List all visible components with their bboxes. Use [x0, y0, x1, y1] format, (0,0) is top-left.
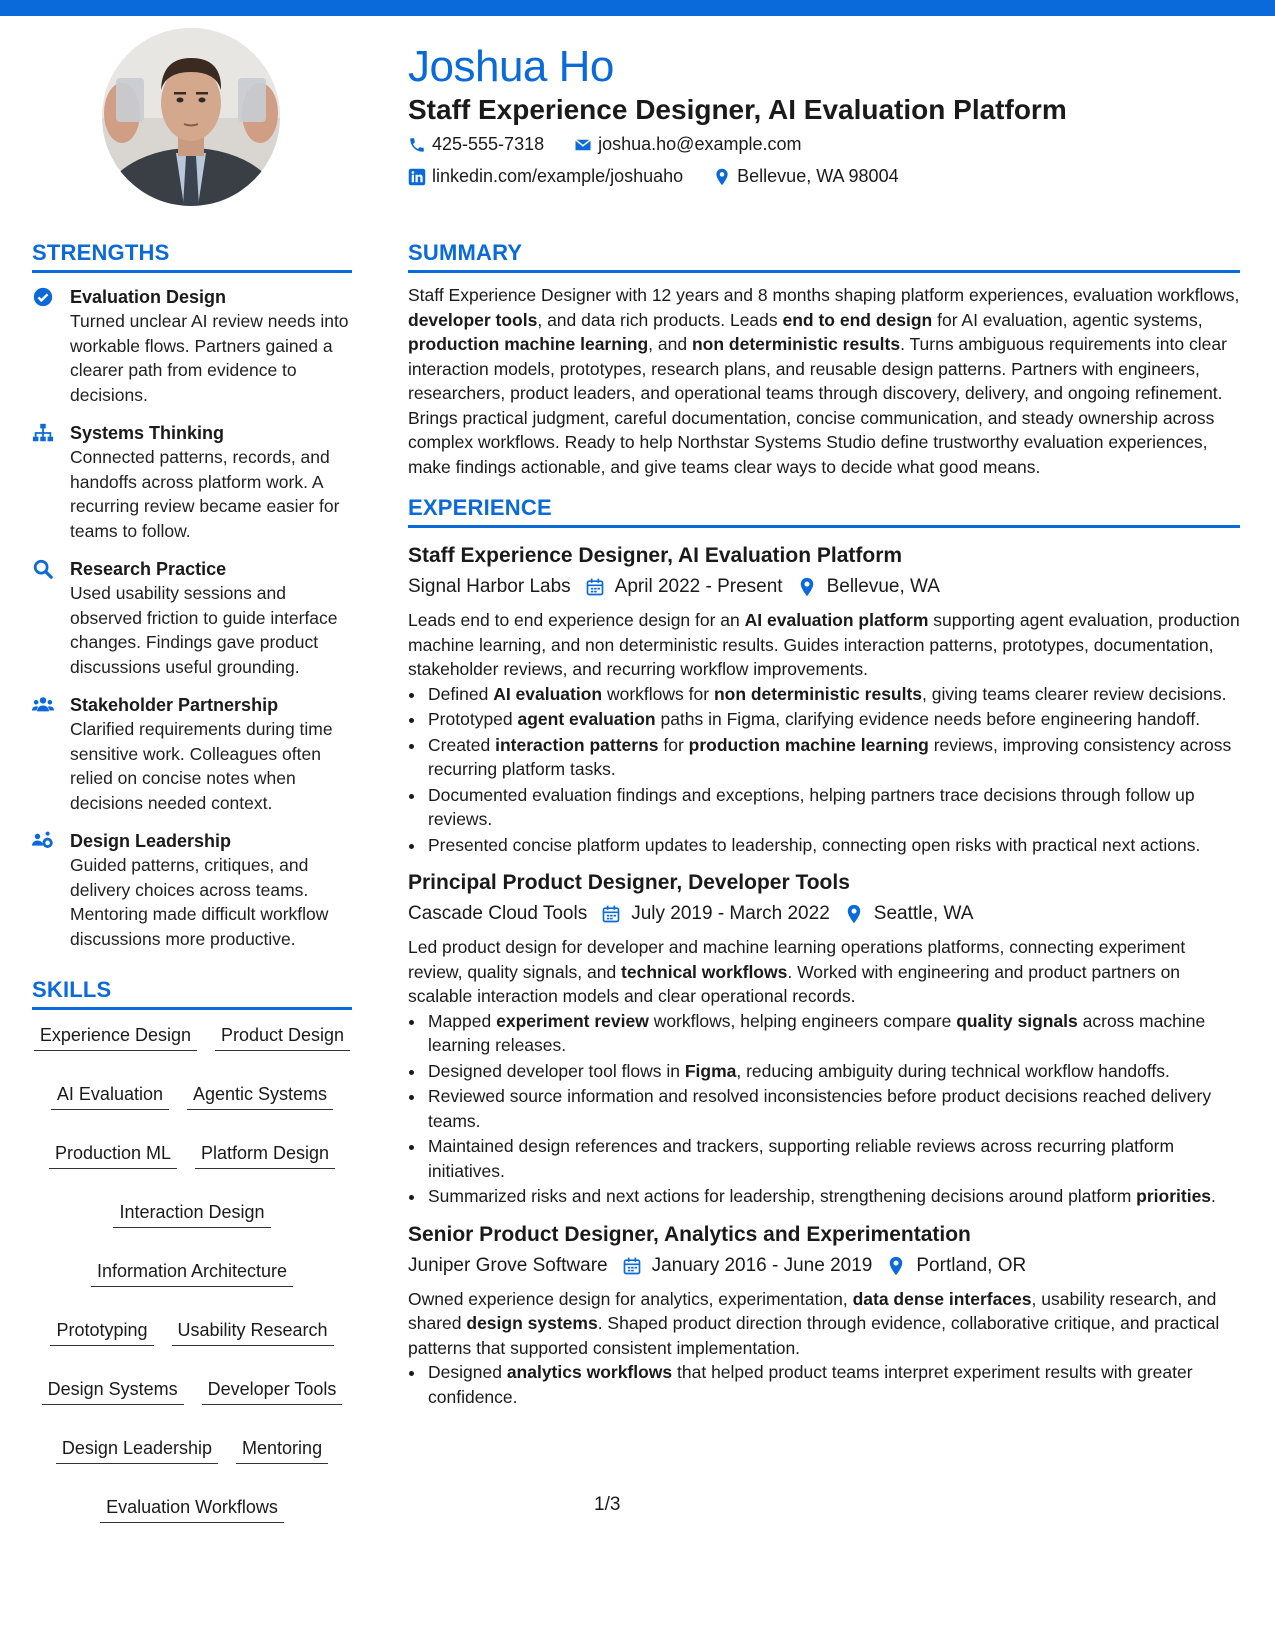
- bullet-segment: Documented evaluation findings and exceptions, helping partners trace decisions through follow up reviews.: [428, 784, 1195, 829]
- strength-item: [32, 285, 352, 407]
- strength-item: [32, 557, 352, 679]
- job-title: Principal Product Designer, Developer Tools: [408, 871, 850, 894]
- job-description-segment: design systems: [466, 1313, 598, 1333]
- skill-tag: Prototyping: [50, 1319, 153, 1346]
- bullet-item: [426, 1360, 1240, 1409]
- job-entry: [408, 1221, 1240, 1410]
- bullet-segment: Mapped: [428, 1010, 497, 1031]
- bullet-segment: .: [1211, 1186, 1216, 1206]
- job-title: Senior Product Designer, Analytics and Experimentation: [408, 1222, 971, 1246]
- sitemap-icon: [32, 422, 54, 444]
- summary-text: [408, 283, 1240, 479]
- summary-text-segment: production machine learning: [408, 334, 649, 354]
- job-description-segment: Leads end to end experience design for an: [408, 610, 745, 630]
- bullet-segment: interaction patterns: [495, 734, 659, 755]
- bullet-segment: AI evaluation: [493, 683, 603, 704]
- job-dates: April 2022 - Present: [614, 576, 783, 597]
- skill-tag: Production ML: [49, 1142, 177, 1169]
- job-description-segment: , usability research, and shared: [408, 1288, 1217, 1333]
- bullet-segment: Presented concise platform updates to leadership, connecting open risks with practical next actions.: [428, 834, 1201, 855]
- skill-tag: Design Systems: [42, 1378, 184, 1405]
- bullet-item: [426, 682, 1240, 707]
- bullet-item: [426, 707, 1240, 732]
- job-description-segment: Owned experience design for analytics, experimentation,: [408, 1288, 853, 1309]
- skill-tag: Agentic Systems: [187, 1083, 333, 1110]
- skills-list: [32, 1024, 352, 1523]
- strength-item: [32, 829, 352, 951]
- skill-tag: Evaluation Workflows: [100, 1496, 284, 1523]
- map-pin-icon: [844, 904, 864, 924]
- map-pin-icon: [797, 577, 817, 597]
- strength-body: Connected patterns, records, and handoffs across platform work. A recurring review became easier for teams to follow.: [70, 447, 340, 541]
- job-company: Cascade Cloud Tools: [408, 903, 588, 924]
- job-title: Staff Experience Designer, AI Evaluation Platform: [408, 544, 903, 567]
- strength-title: Systems Thinking: [70, 423, 225, 443]
- contact-row-2: [408, 166, 899, 187]
- job-meta: [408, 1251, 1240, 1281]
- job-description-segment: data dense interfaces: [852, 1288, 1032, 1309]
- strength-item: [32, 693, 352, 815]
- candidate-title: Staff Experience Designer, AI Evaluation Platform: [408, 94, 1067, 125]
- strength-title: Research Practice: [70, 559, 227, 579]
- bullet-item: [426, 833, 1240, 858]
- bullet-segment: , reducing ambiguity during technical workflow handoffs.: [736, 1060, 1170, 1081]
- job-description-segment: supporting agent evaluation, production machine learning, and non deterministic results. Guides interaction patterns, prototypes, documentation, stakeholder reviews, and recurring workflow improvements.: [408, 610, 1240, 679]
- bullet-item: [426, 1059, 1240, 1084]
- job-company: Juniper Grove Software: [408, 1254, 608, 1276]
- job-entry: [408, 869, 1240, 1209]
- bullet-segment: Designed: [428, 1362, 507, 1382]
- summary-text-segment: end to end design: [782, 309, 933, 330]
- phone-icon: [408, 136, 426, 154]
- job-description: [408, 608, 1240, 682]
- job-description-segment: . Worked with engineering and product partners on scalable interaction models and clear operational records.: [408, 961, 1181, 1006]
- summary-heading: SUMMARY: [408, 240, 1240, 273]
- bullet-item: [426, 733, 1240, 782]
- summary-text-segment: non deterministic results: [691, 334, 901, 354]
- strength-body: Guided patterns, critiques, and delivery choices across teams. Mentoring made difficult workflow discussions more productive.: [70, 855, 329, 949]
- map-pin-icon: [713, 168, 731, 186]
- skill-tag: Platform Design: [195, 1142, 335, 1169]
- location-text: Bellevue, WA 98004: [737, 166, 899, 186]
- linkedin-link[interactable]: linkedin.com/example/joshuaho: [432, 166, 684, 186]
- bullet-segment: priorities: [1136, 1186, 1212, 1206]
- strength-title: Stakeholder Partnership: [70, 695, 279, 715]
- bullet-segment: quality signals: [956, 1010, 1078, 1031]
- linkedin-icon: [408, 168, 426, 186]
- skill-tag: Developer Tools: [202, 1378, 343, 1405]
- job-description-segment: Led product design for developer and machine learning operations platforms, connecting experiment review, quality signals, and: [408, 937, 1186, 982]
- bullet-segment: workflows, helping engineers compare: [648, 1010, 957, 1031]
- strengths-heading: STRENGTHS: [32, 240, 352, 273]
- check-circle-icon: [32, 286, 54, 308]
- bullet-segment: Reviewed source information and resolved inconsistencies before product decisions reached delivery teams.: [428, 1086, 1212, 1131]
- summary-text-segment: for AI evaluation, agentic systems,: [932, 309, 1203, 330]
- profile-photo: [102, 28, 280, 206]
- bullet-segment: workflows for: [602, 683, 714, 704]
- calendar-icon: [585, 577, 605, 597]
- bullet-segment: Designed developer tool flows in: [428, 1060, 685, 1081]
- bullet-item: [426, 1084, 1240, 1133]
- summary-text-segment: Staff Experience Designer with 12 years and 8 months shaping platform experiences, evaluation workflows,: [408, 285, 1240, 305]
- right-column: [408, 240, 1240, 1409]
- bullet-segment: Prototyped: [428, 709, 518, 729]
- users-cog-icon: [32, 830, 54, 852]
- candidate-name: Joshua Ho: [408, 42, 614, 91]
- job-description-segment: . Shaped product direction through evidence, collaborative critique, and practical patterns that supported consistent implementation.: [408, 1313, 1220, 1358]
- bullet-segment: reviews, improving consistency across recurring platform tasks.: [428, 734, 1232, 779]
- envelope-icon: [574, 136, 592, 154]
- bullet-segment: Maintained design references and trackers, supporting reliable reviews across recurring platform initiatives.: [428, 1136, 1175, 1181]
- calendar-icon: [601, 904, 621, 924]
- bullet-segment: agent evaluation: [517, 709, 656, 729]
- bullet-segment: production machine learning: [688, 734, 929, 755]
- job-company: Signal Harbor Labs: [408, 576, 571, 597]
- left-column: [32, 240, 352, 1523]
- summary-text-segment: . Turns ambiguous requirements into clear interaction models, prototypes, research plans, and reusable design patterns. Partners with engineers, researchers, product leaders, and operational teams through discovery, delivery, and ongoing refinement. Brings practical judgment, careful documentation, concise communication, and steady ownership across complex workflows. Ready to help Northstar Systems Studio define trustworthy evaluation experiences, make findings actionable, and give teams clear ways to decide what good means.: [408, 334, 1227, 477]
- job-description-segment: AI evaluation platform: [744, 610, 929, 630]
- job-meta: [408, 899, 1240, 929]
- bullet-segment: Summarized risks and next actions for leadership, strengthening decisions around platform: [428, 1186, 1137, 1206]
- bullet-segment: analytics workflows: [506, 1362, 673, 1382]
- bullet-segment: paths in Figma, clarifying evidence needs before engineering handoff.: [655, 709, 1201, 729]
- skill-tag: AI Evaluation: [51, 1083, 169, 1110]
- job-dates: July 2019 - March 2022: [631, 903, 830, 924]
- calendar-icon: [622, 1256, 642, 1276]
- skill-tag: Interaction Design: [113, 1201, 270, 1228]
- skills-heading: SKILLS: [32, 977, 352, 1010]
- experience-heading: EXPERIENCE: [408, 495, 1240, 528]
- job-meta: [408, 572, 1240, 602]
- bullet-segment: experiment review: [496, 1010, 649, 1031]
- email-link[interactable]: joshua.ho@example.com: [598, 134, 802, 154]
- strength-body: Clarified requirements during time sensitive work. Colleagues often relied on concise notes when decisions needed context.: [70, 719, 333, 813]
- job-location: Bellevue, WA: [826, 576, 940, 597]
- bullet-segment: Created: [428, 734, 496, 755]
- summary-text-segment: developer tools: [408, 309, 538, 330]
- skill-tag: Information Architecture: [91, 1260, 293, 1287]
- bullet-segment: for: [658, 734, 689, 755]
- job-bullets: [408, 1360, 1240, 1409]
- bullet-segment: Defined: [428, 683, 494, 704]
- bullet-item: [426, 1009, 1240, 1058]
- job-description: [408, 1287, 1240, 1361]
- bullet-segment: that helped product teams interpret experiment results with greater confidence.: [428, 1362, 1193, 1407]
- contact-row-1: [408, 134, 802, 155]
- bullet-item: [426, 783, 1240, 832]
- strength-title: Design Leadership: [70, 831, 232, 851]
- job-entry: [408, 542, 1240, 857]
- skill-tag: Design Leadership: [56, 1437, 218, 1464]
- skill-tag: Mentoring: [236, 1437, 328, 1464]
- bullet-segment: non deterministic results: [713, 683, 923, 704]
- phone-number[interactable]: 425-555-7318: [432, 134, 545, 154]
- bullet-segment: across machine learning releases.: [428, 1010, 1206, 1055]
- job-description: [408, 935, 1240, 1009]
- bullet-item: [426, 1134, 1240, 1183]
- skill-tag: Product Design: [215, 1024, 350, 1051]
- strength-body: Used usability sessions and observed friction to guide interface changes. Findings gave product discussions useful grounding.: [70, 583, 338, 677]
- job-location: Seattle, WA: [873, 903, 974, 924]
- job-description-segment: technical workflows: [621, 961, 788, 982]
- bullet-segment: Figma: [684, 1060, 737, 1081]
- job-location: Portland, OR: [916, 1254, 1027, 1276]
- job-dates: January 2016 - June 2019: [651, 1254, 873, 1276]
- strength-item: [32, 421, 352, 543]
- bullet-segment: , giving teams clearer review decisions.: [922, 683, 1227, 704]
- users-icon: [32, 694, 54, 716]
- bullet-item: [426, 1184, 1240, 1209]
- summary-text-segment: , and: [648, 334, 692, 354]
- search-icon: [32, 558, 54, 580]
- strength-title: Evaluation Design: [70, 287, 227, 307]
- skill-tag: Experience Design: [34, 1024, 197, 1051]
- strength-body: Turned unclear AI review needs into workable flows. Partners gained a clearer path from evidence to decisions.: [70, 311, 349, 405]
- skill-tag: Usability Research: [172, 1319, 334, 1346]
- top-accent-bar: [0, 0, 1275, 16]
- summary-text-segment: , and data rich products. Leads: [537, 309, 783, 330]
- job-bullets: [408, 682, 1240, 858]
- map-pin-icon: [886, 1256, 906, 1276]
- page-number: 1/3: [594, 1494, 621, 1515]
- job-bullets: [408, 1009, 1240, 1209]
